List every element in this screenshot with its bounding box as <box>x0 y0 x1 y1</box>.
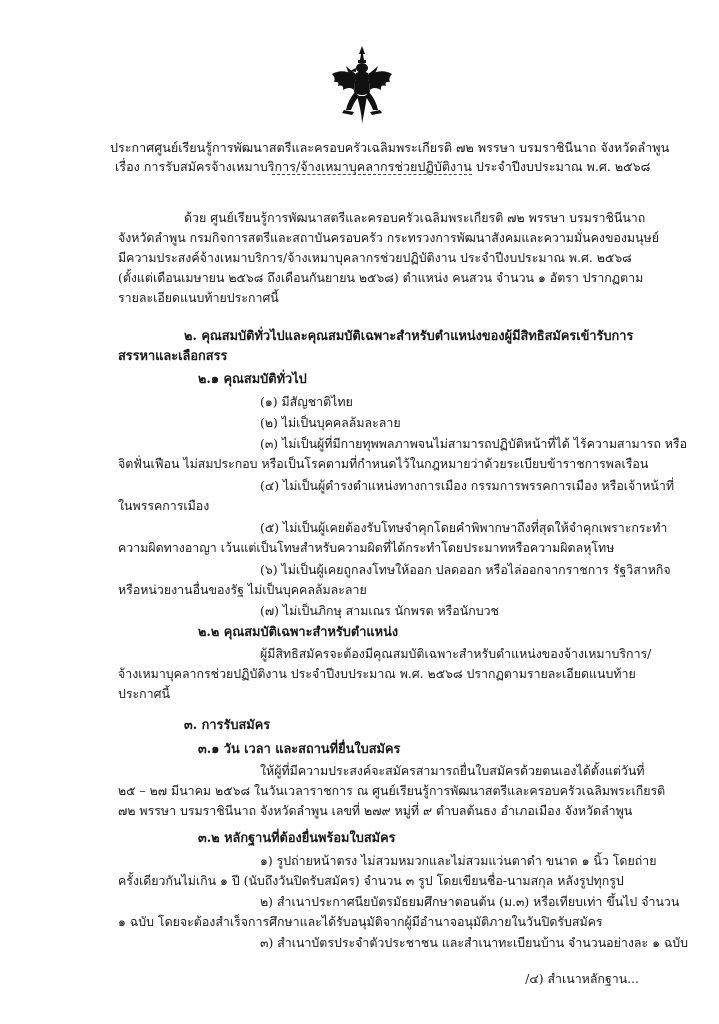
section-2-title: ๒. คุณสมบัติทั่วไปและคุณสมบัติเฉพาะสำหรับตำแหน่งของผู้มีสิทธิสมัครเข้ารับการ <box>184 329 634 344</box>
intro-line: ด้วย ศูนย์เรียนรู้การพัฒนาสตรีและครอบครัวเฉลิมพระเกียรติ ๗๒ พรรษา บรมราชินีนาถ <box>184 210 646 225</box>
document-requirement-line: ๑ ฉบับ โดยจะต้องสำเร็จการศึกษาและได้รับอนุมัติจากผู้มีอำนาจอนุมัติภายในวันปิดรับสมัคร <box>118 914 603 929</box>
document-requirement-line: ๑) รูปถ่ายหน้าตรง ไม่สวมหมวกและไม่สวมแว่นตาดำ ขนาด ๑ นิ้ว โดยถ่าย <box>260 853 657 868</box>
document-requirement-line: ๒) สำเนาประกาศนียบัตรมัธยมศึกษาตอนต้น (ม.๓) หรือเทียบเท่า ขึ้นไป จำนวน <box>260 894 680 909</box>
application-period-line: ๗๒ พรรษา บรมราชินีนาถ จังหวัดลำพูน เลขที่ ๒๗๙ หมู่ที่ ๙ ตำบลต้นธง อำเภอเมือง จังหวัดลำพูน <box>118 803 633 818</box>
document-requirement-line: ๓) สำเนาบัตรประจำตัวประชาชน และสำเนาทะเบียนบ้าน จำนวนอย่างละ ๑ ฉบับ <box>260 935 689 950</box>
application-period-line: ให้ผู้ที่มีความประสงค์จะสมัครสามารถยื่นใบสมัครด้วยตนเองได้ตั้งแต่วันที่ <box>260 763 645 778</box>
section-2-2-title: ๒.๒ คุณสมบัติเฉพาะสำหรับตำแหน่ง <box>198 625 399 640</box>
qualification-item: (๑) มีสัญชาติไทย <box>260 394 353 409</box>
qualification-item: (๕) ไม่เป็นผู้เคยต้องรับโทษจำคุกโดยคำพิพากษาถึงที่สุดให้จำคุกเพราะกระทำ <box>260 520 668 535</box>
section-3-2-title: ๓.๒ หลักฐานที่ต้องยื่นพร้อมใบสมัคร <box>198 831 396 846</box>
section-3-1-title: ๓.๑ วัน เวลา และสถานที่ยื่นใบสมัคร <box>198 742 401 757</box>
specific-qualification-line: จ้างเหมาบุคลากรช่วยปฏิบัติงาน ประจำปีงบประมาณ พ.ศ. ๒๕๖๘ ปรากฏตามรายละเอียดแนบท้าย <box>118 666 636 681</box>
garuda-emblem-icon <box>330 44 394 126</box>
page-continuation: /๔) สำเนาหลักฐาน... <box>525 971 639 986</box>
qualification-item: (๔) ไม่เป็นผู้ดำรงตำแหน่งทางการเมือง กรรมการพรรคการเมือง หรือเจ้าหน้าที่ <box>260 478 675 493</box>
announcement-subject: เรื่อง การรับสมัครจ้างเหมาบริการ/จ้างเหมาบุคลากรช่วยปฏิบัติงาน ประจำปีงบประมาณ พ.ศ. ๒๕๖๘ <box>115 159 651 174</box>
qualification-item-cont: หรือหน่วยงานอื่นของรัฐ ไม่เป็นบุคคลล้มละลาย <box>118 582 367 597</box>
header-separator <box>272 174 472 175</box>
qualification-item-cont: จิตฟั่นเฟือน ไม่สมประกอบ หรือเป็นโรคตามที่กำหนดไว้ในกฎหมายว่าด้วยระเบียบข้าราชการพลเรือน <box>118 456 649 471</box>
qualification-item-cont: ความผิดทางอาญา เว้นแต่เป็นโทษสำหรับความผิดที่ได้กระทำโดยประมาทหรือความผิดลหุโทษ <box>118 540 615 555</box>
section-3-title: ๓. การรับสมัคร <box>184 718 271 733</box>
intro-line: มีความประสงค์จ้างเหมาบริการ/จ้างเหมาบุคลากรช่วยปฏิบัติงาน ประจำปีงบประมาณ พ.ศ. ๒๕๖๘ <box>118 250 632 265</box>
document-requirement-line: ครั้งเดียวกันไม่เกิน ๑ ปี (นับถึงวันปิดรับสมัคร) จำนวน ๓ รูป โดยเขียนชื่อ-นามสกุล หลังรูปทุกรูป <box>118 873 624 888</box>
specific-qualification-line: ผู้มีสิทธิสมัครจะต้องมีคุณสมบัติเฉพาะสำหรับตำแหน่งของจ้างเหมาบริการ/ <box>260 646 652 661</box>
section-2-title-cont: สรรหาและเลือกสรร <box>118 349 228 364</box>
announcement-title: ประกาศศูนย์เรียนรู้การพัฒนาสตรีและครอบครัวเฉลิมพระเกียรติ ๗๒ พรรษา บรมราชินีนาถ จังหวัดลำพูน <box>110 140 670 155</box>
section-2-1-title: ๒.๑ คุณสมบัติทั่วไป <box>198 372 307 387</box>
specific-qualification-line: ประกาศนี้ <box>118 686 170 701</box>
qualification-item: (๓) ไม่เป็นผู้ที่มีกายทุพพลภาพจนไม่สามารถปฏิบัติหน้าที่ได้ ไร้ความสามารถ หรือ <box>260 436 688 451</box>
qualification-item: (๗) ไม่เป็นภิกษุ สามเณร นักพรต หรือนักบวช <box>260 603 499 618</box>
application-period-line: ๒๕ – ๒๗ มีนาคม ๒๕๖๘ ในวันเวลาราชการ ณ ศูนย์เรียนรู้การพัฒนาสตรีและครอบครัวเฉลิมพระเกียรติ <box>118 783 666 798</box>
qualification-item: (๒) ไม่เป็นบุคคลล้มละลาย <box>260 415 401 430</box>
intro-line: (ตั้งแต่เดือนเมษายน ๒๕๖๘ ถึงเดือนกันยายน ๒๕๖๘) ตำแหน่ง คนสวน จำนวน ๑ อัตรา ปรากฏตาม <box>118 270 644 285</box>
intro-line: จังหวัดลำพูน กรมกิจการสตรีและสถาบันครอบครัว กระทรวงการพัฒนาสังคมและความมั่นคงของมนุษย์ <box>118 230 659 245</box>
intro-line: รายละเอียดแนบท้ายประกาศนี้ <box>118 290 279 305</box>
qualification-item-cont: ในพรรคการเมือง <box>118 498 210 513</box>
qualification-item: (๖) ไม่เป็นผู้เคยถูกลงโทษให้ออก ปลดออก หรือไล่ออกจากราชการ รัฐวิสาหกิจ <box>260 562 671 577</box>
